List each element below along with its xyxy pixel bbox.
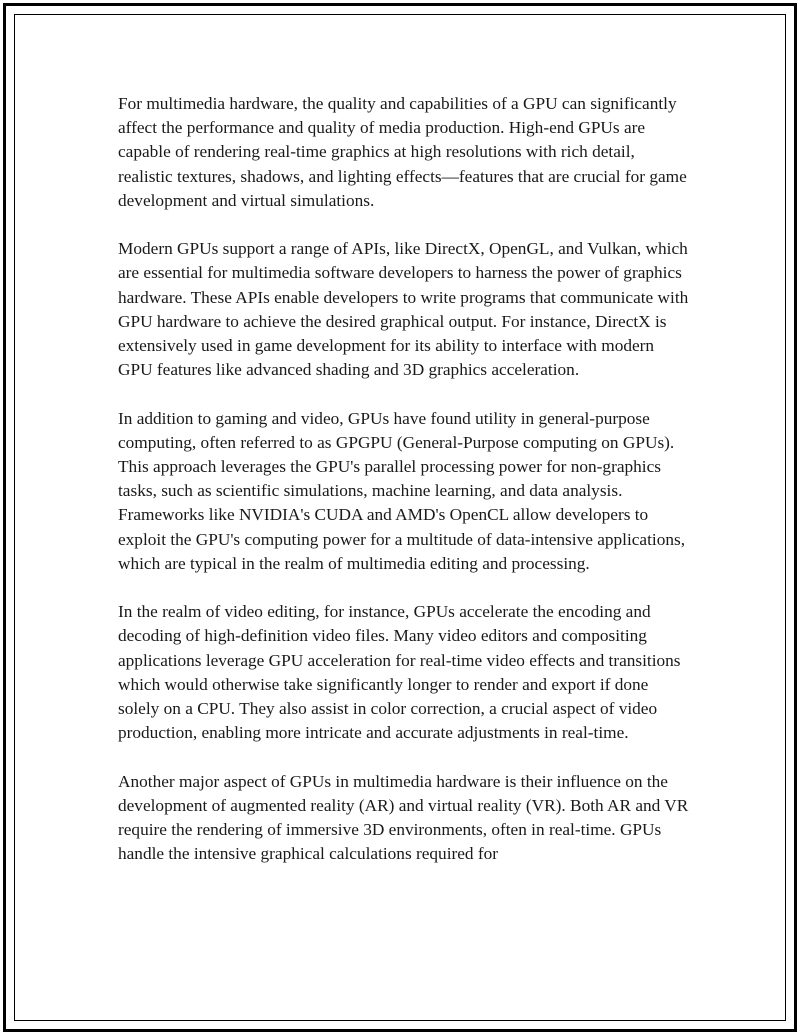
paragraph: Another major aspect of GPUs in multimedia hardware is their influence on the development of augmented reality (AR) and virtual reality (VR). Both AR and VR require the rendering of immersive 3D environments, often in real-time. GPUs handle the intensive graphical calculations required for — [118, 771, 689, 864]
paragraph: For multimedia hardware, the quality and capabilities of a GPU can significantly affect the performance and quality of media production. High-end GPUs are capable of rendering real-time graphics at high resolutions with rich detail, realistic textures, shadows, and lighting effects—features that are crucial for game development and virtual simulations. — [118, 94, 687, 210]
paragraph: In the realm of video editing, for instance, GPUs accelerate the encoding and decoding of high-definition video files. Many video editors and compositing applications leverage GPU acceleration for real-time video effects and transitions which would otherwise take significantly longer to render and export if done solely on a CPU. They also assist in color correction, a crucial aspect of video production, enabling more intricate and accurate adjustments in real-time. — [118, 602, 681, 743]
document-body — [118, 92, 690, 891]
paragraph: In addition to gaming and video, GPUs have found utility in general-purpose computing, often referred to as GPGPU (General-Purpose computing on GPUs). This approach leverages the GPU's parallel processing power for non-graphics tasks, such as scientific simulations, machine learning, and data analysis. Frameworks like NVIDIA's CUDA and AMD's OpenCL allow developers to exploit the GPU's computing power for a multitude of data-intensive applications, which are typical in the realm of multimedia editing and processing. — [118, 408, 686, 573]
paragraph: Modern GPUs support a range of APIs, like DirectX, OpenGL, and Vulkan, which are essential for multimedia software developers to harness the power of graphics hardware. These APIs enable developers to write programs that communicate with GPU hardware to achieve the desired graphical output. For instance, DirectX is extensively used in game development for its ability to interface with modern GPU features like advanced shading and 3D graphics acceleration. — [118, 239, 689, 380]
